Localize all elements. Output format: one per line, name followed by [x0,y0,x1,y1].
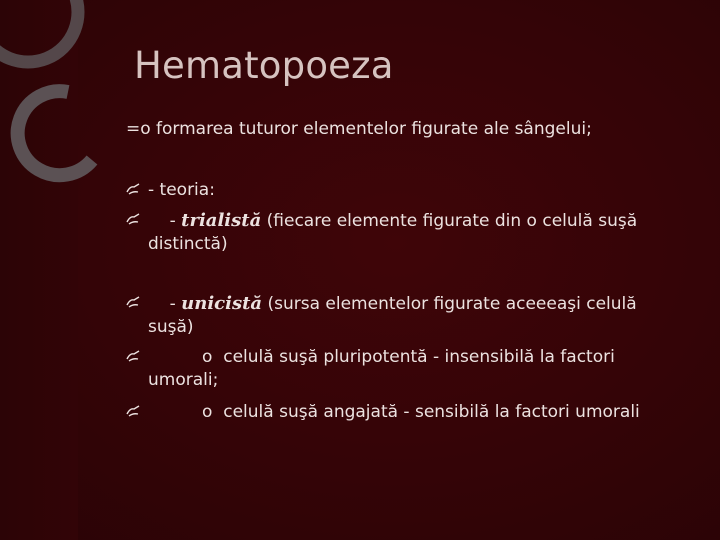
bullet-text: o celulă suşă pluripotentă - insensibilă la factori [148,347,615,367]
bullet-text: o celulă suşă angajată - sensibilă la factori umorali [148,402,640,422]
bullet-glyph-icon [126,213,140,227]
term-unicist: unicistă [181,293,263,314]
bullet-item-committed [126,401,666,424]
bullet-continuation: suşă) [148,317,194,337]
bullet-item-trialist [126,209,666,256]
bullet-item-unicist [126,292,666,339]
bullet-item-pluripotent [126,346,666,392]
term-trialist: trialistă [181,210,262,231]
slide-title: Hematopoeza [134,44,394,87]
bullet-item-theory [126,179,666,202]
bullet-text: - teoria: [148,180,215,200]
slide-subtitle: =o formarea tuturor elementelor figurate ale sângelui; [126,119,592,139]
bullet-glyph-icon [126,296,140,310]
bullet-continuation: distinctă) [148,234,228,254]
bullet-prefix: - [148,294,182,314]
bullet-glyph-icon [126,350,140,364]
bullet-continuation: umorali; [148,370,219,390]
bullet-text: (sursa elementelor figurate aceeeaşi celulă [262,294,637,314]
bullet-glyph-icon [126,405,140,419]
bullet-text: (fiecare elemente figurate din o celulă suşă [261,211,638,231]
bullet-prefix: - [148,211,182,231]
bullet-glyph-icon [126,183,140,197]
